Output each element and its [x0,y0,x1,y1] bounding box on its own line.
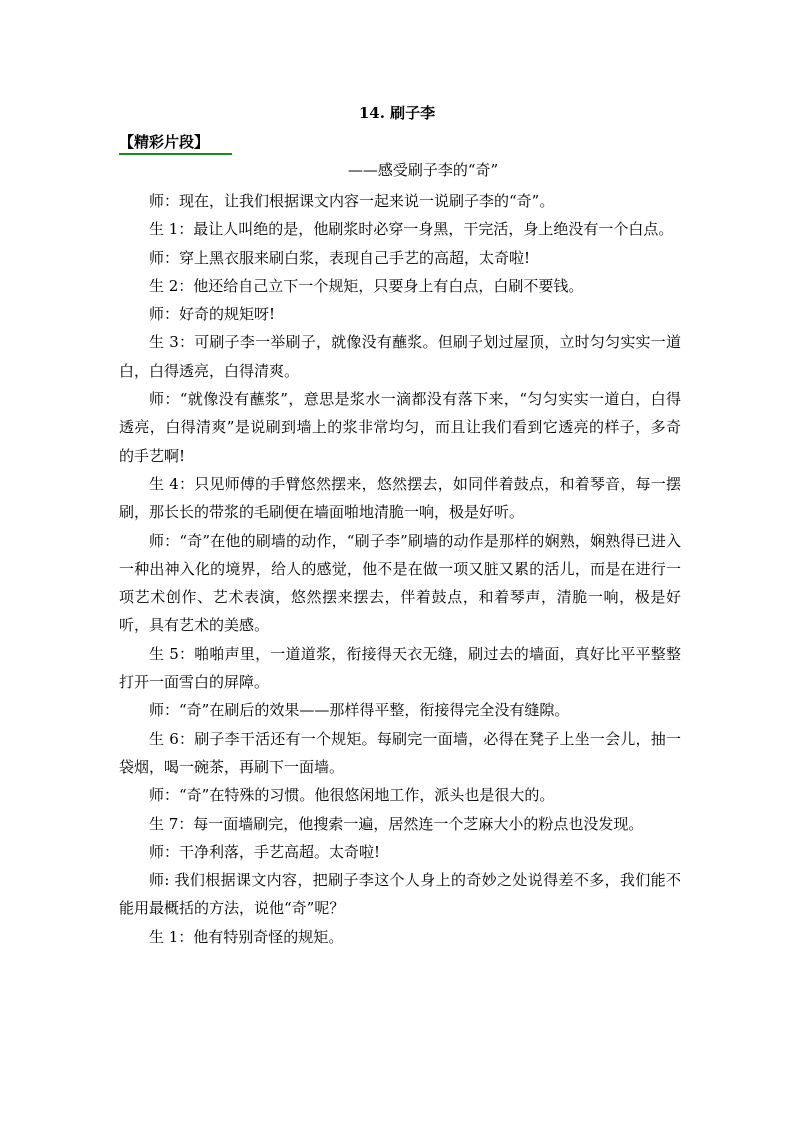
paragraph: 师：“奇”在他的刷墙的动作，“刷子李”刷墙的动作是那样的娴熟，娴熟得已进入一种出神入化的境界，给人的感觉，他不是在做一项又脏又累的活儿，而是在进行一项艺术创作、艺术表演，悠然摆来摆去，伴着鼓点，和着琴声，清脆一响，极是好听，具有艺术的美感。 [119,531,681,635]
paragraph: 生 7：每一面墙刷完，他搜索一遍，居然连一个芝麻大小的粉点也没发现。 [149,814,644,833]
paragraph: 师：现在，让我们根据课文内容一起来说一说刷子李的“奇”。 [149,192,555,210]
paragraph: 师: 我们根据课文内容，把刷子李这个人身上的奇妙之处说得差不多，我们能不能用最概括的方法，说他“奇”呢？ [119,871,681,918]
paragraph: 生 2：他还给自己立下一个规矩，只要身上有白点，白刷不要钱。 [149,276,584,295]
paragraph: 生 4：只见师傅的手臂悠然摆来，悠然摆去，如同伴着鼓点，和着琴音，每一摆刷，那长长的带浆的毛刷便在墙面啪地清脆一响，极是好听。 [119,474,681,522]
paragraph: 生 1：最让人叫绝的是，他刷浆时必穿一身黑，干完活，身上绝没有一个白点。 [149,220,674,239]
paragraph: 师：干净利落，手艺高超。太奇啦! [149,842,381,861]
section-label: 【精彩片段】 [119,132,232,155]
paragraph: 师：“就像没有蘸浆”，意思是浆水一滴都没有落下来，“匀匀实实一道白，白得透亮，白得清爽”是说刷到墙上的浆非常均匀，而且让我们看到它透亮的样子，多奇的手艺啊! [119,390,681,465]
section-subtitle: ——感受刷子李的“奇” [347,161,499,179]
paragraph: 生 5：啪啪声里，一道道浆，衔接得天衣无缝，刷过去的墙面，真好比平平整整打开一面雪白的屏障。 [119,644,681,692]
dialogue-body [119,187,681,951]
paragraph: 师：“奇”在特殊的习惯。他很悠闲地工作，派头也是很大的。 [149,786,555,805]
paragraph: 师：“奇”在刷后的效果——那样得平整，衔接得完全没有缝隙。 [149,701,570,720]
lesson-title: 14. 刷子李 [358,104,436,122]
paragraph: 生 3：可刷子李一举刷子，就像没有蘸浆。但刷子划过屋顶，立时匀匀实实一道白，白得透亮，白得清爽。 [119,333,681,380]
paragraph: 师：穿上黑衣服来刷白浆，表现自己手艺的高超，太奇啦! [149,248,531,267]
paragraph: 生 6：刷子李干活还有一个规矩。每刷完一面墙，必得在凳子上坐一会儿，抽一袋烟，喝一碗茶，再刷下一面墙。 [119,729,681,776]
paragraph: 生 1：他有特别奇怪的规矩。 [149,927,344,946]
paragraph: 师：好奇的规矩呀! [149,305,276,324]
